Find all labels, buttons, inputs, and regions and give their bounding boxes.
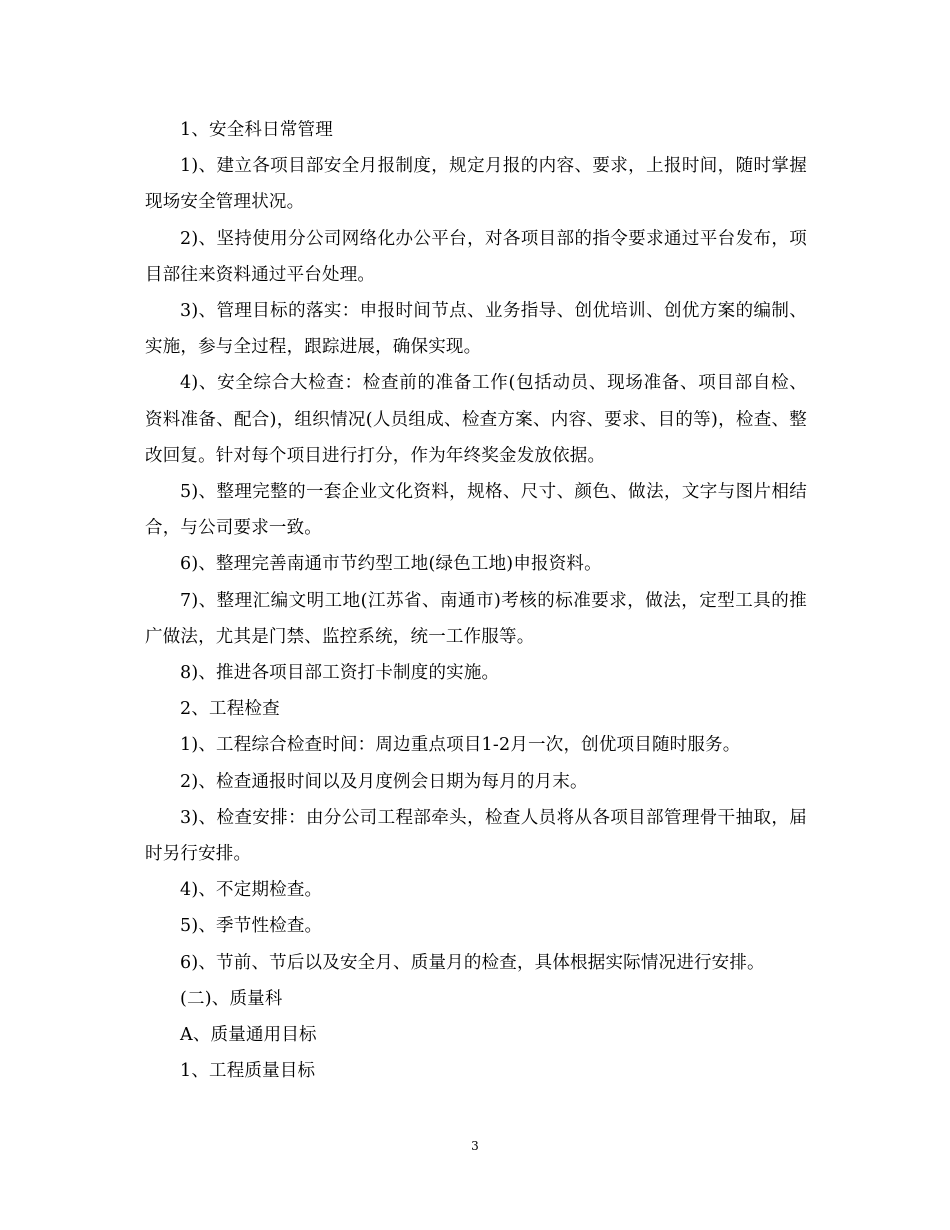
paragraph-wage-card: 8)、推进各项目部工资打卡制度的实施。 xyxy=(180,663,500,684)
paragraph-seasonal-inspection: 5)、季节性检查。 xyxy=(180,916,323,937)
paragraph-inspection-time: 1)、工程综合检查时间：周边重点项目1-2月一次，创优项目随时服务。 xyxy=(180,735,741,756)
paragraph-irregular-inspection: 4)、不定期检查。 xyxy=(180,880,323,901)
paragraph-civilized-site: 7)、整理汇编文明工地(江苏省、南通市)考核的标准要求，做法，定型工具的推广做法，尤其是门禁、监控系统，统一工作服等。 xyxy=(145,590,807,647)
heading-safety-daily-management: 1、安全科日常管理 xyxy=(180,120,333,140)
paragraph-office-platform: 2)、坚持使用分公司网络化办公平台，对各项目部的指令要求通过平台发布，项目部往来资料通过平台处理。 xyxy=(145,228,807,285)
paragraph-report-date: 2)、检查通报时间以及月度例会日期为每月的月末。 xyxy=(180,771,588,792)
heading-engineering-inspection: 2、工程检查 xyxy=(180,699,280,720)
paragraph-target-implementation: 3)、管理目标的落实：申报时间节点、业务指导、创优培训、创优方案的编制、实施，参与全过程，跟踪进展，确保实现。 xyxy=(145,301,807,358)
paragraph-monthly-report: 1)、建立各项目部安全月报制度，规定月报的内容、要求，上报时间，随时掌握现场安全管理状况。 xyxy=(145,156,807,213)
paragraph-culture-materials: 5)、整理完整的一套企业文化资料，规格、尺寸、颜色、做法，文字与图片相结合，与公司要求一致。 xyxy=(145,482,807,539)
paragraph-inspection-arrangement: 3)、检查安排：由分公司工程部牵头，检查人员将从各项目部管理骨干抽取，届时另行安排。 xyxy=(145,807,807,865)
heading-quality-section: (二)、质量科 xyxy=(180,988,283,1009)
paragraph-safety-inspection: 4)、安全综合大检查：检查前的准备工作(包括动员、现场准备、项目部自检、资料准备、配合)，组织情况(人员组成、检查方案、内容、要求、目的等)，检查、整改回复。针对每个项目进行打分，作为年终奖金发放依据。 xyxy=(145,373,807,466)
paragraph-holiday-inspection: 6)、节前、节后以及安全月、质量月的检查，具体根据实际情况进行安排。 xyxy=(180,952,765,973)
heading-engineering-quality-target: 1、工程质量目标 xyxy=(180,1061,316,1082)
heading-quality-general-target: A、质量通用目标 xyxy=(180,1025,317,1046)
page-number: 3 xyxy=(471,1139,479,1153)
document-body xyxy=(145,112,807,1089)
paragraph-green-site: 6)、整理完善南通市节约型工地(绿色工地)申报资料。 xyxy=(180,554,602,575)
